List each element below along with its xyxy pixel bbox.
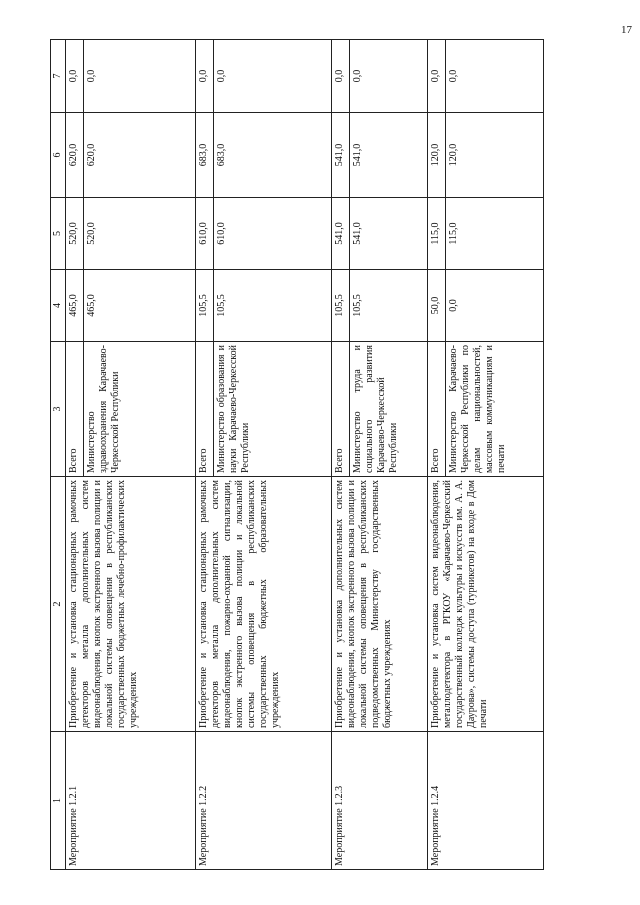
measure-id: Мероприятие 1.2.1: [66, 732, 196, 870]
value-cell: 105,5: [350, 270, 428, 342]
value-cell: 0,0: [84, 40, 196, 113]
executor-cell: Министерство образования и науки Карачаево-Черкесской Республики: [214, 342, 332, 477]
measure-description: Приобретение и установка систем видеонаблюдения, металлодетектора в РГКОУ «Карачаево-Черкесский государственный колледж культуры и искусств им. А. А. Даурова», системы доступа (турникетов) на входе в Дом печати: [428, 477, 544, 732]
value-cell: 0,0: [332, 40, 350, 113]
value-cell: 541,0: [332, 198, 350, 270]
value-cell: 105,5: [332, 270, 350, 342]
measure-description: Приобретение и установка дополнительных систем видеонаблюдения, кнопок экстренного вызова полиции и локальной системы оповещения в республиканских подведомственных Министерству государственных бюджетных учреждениях: [332, 477, 428, 732]
value-cell: 465,0: [84, 270, 196, 342]
value-cell: 610,0: [214, 198, 332, 270]
value-cell: 0,0: [214, 40, 332, 113]
header-cell: 1: [51, 732, 66, 870]
table-row: [428, 40, 446, 870]
value-cell: 610,0: [196, 198, 214, 270]
header-cell: 3: [51, 342, 66, 477]
header-row: [51, 40, 66, 870]
value-cell: 0,0: [66, 40, 84, 113]
executor-cell: Всего: [196, 342, 214, 477]
value-cell: 105,5: [214, 270, 332, 342]
value-cell: 541,0: [350, 198, 428, 270]
header-cell: 6: [51, 113, 66, 198]
executor-cell: Всего: [66, 342, 84, 477]
value-cell: 0,0: [196, 40, 214, 113]
executor-cell: Министерство здравоохранения Карачаево-Черкесской Республики: [84, 342, 196, 477]
table-row: [332, 40, 350, 870]
value-cell: 465,0: [66, 270, 84, 342]
value-cell: 115,0: [428, 198, 446, 270]
measure-description: Приобретение и установка стационарных рамочных детекторов металла дополнительных систем видеонаблюдения, пожарно-охранной сигнализации, кнопок экстренного вызова полиции и локальной системы оповещения в республиканских государственных бюджетных образовательных учреждениях: [196, 477, 332, 732]
value-cell: 620,0: [66, 113, 84, 198]
measure-id: Мероприятие 1.2.3: [332, 732, 428, 870]
value-cell: 683,0: [214, 113, 332, 198]
budget-table: [50, 39, 544, 870]
executor-cell: Министерство труда и социального развития Карачаево-Черкесской Республики: [350, 342, 428, 477]
value-cell: 520,0: [84, 198, 196, 270]
header-cell: 5: [51, 198, 66, 270]
measure-id: Мероприятие 1.2.4: [428, 732, 544, 870]
header-cell: 7: [51, 40, 66, 113]
measure-id: Мероприятие 1.2.2: [196, 732, 332, 870]
table-row: [66, 40, 84, 870]
executor-cell: Министерство Карачаево-Черкесской Республики по делам национальностей, массовым коммуникациям и печати: [446, 342, 544, 477]
value-cell: 520,0: [66, 198, 84, 270]
executor-cell: Всего: [332, 342, 350, 477]
value-cell: 115,0: [446, 198, 544, 270]
value-cell: 120,0: [428, 113, 446, 198]
value-cell: 541,0: [332, 113, 350, 198]
rotated-page: [50, 40, 615, 870]
page-number: 17: [621, 24, 632, 36]
value-cell: 0,0: [350, 40, 428, 113]
value-cell: 0,0: [446, 40, 544, 113]
value-cell: 0,0: [428, 40, 446, 113]
value-cell: 120,0: [446, 113, 544, 198]
header-cell: 2: [51, 477, 66, 732]
table-row: [196, 40, 214, 870]
value-cell: 683,0: [196, 113, 214, 198]
executor-cell: Всего: [428, 342, 446, 477]
value-cell: 541,0: [350, 113, 428, 198]
measure-description: Приобретение и установка стационарных рамочных детекторов металла дополнительных систем видеонаблюдения, кнопок экстренного вызова полиции и локальной системы оповещения в республиканских государственных бюджетных лечебно-профилактических учреждениях: [66, 477, 196, 732]
value-cell: 105,5: [196, 270, 214, 342]
value-cell: 50,0: [428, 270, 446, 342]
value-cell: 0,0: [446, 270, 544, 342]
header-cell: 4: [51, 270, 66, 342]
value-cell: 620,0: [84, 113, 196, 198]
